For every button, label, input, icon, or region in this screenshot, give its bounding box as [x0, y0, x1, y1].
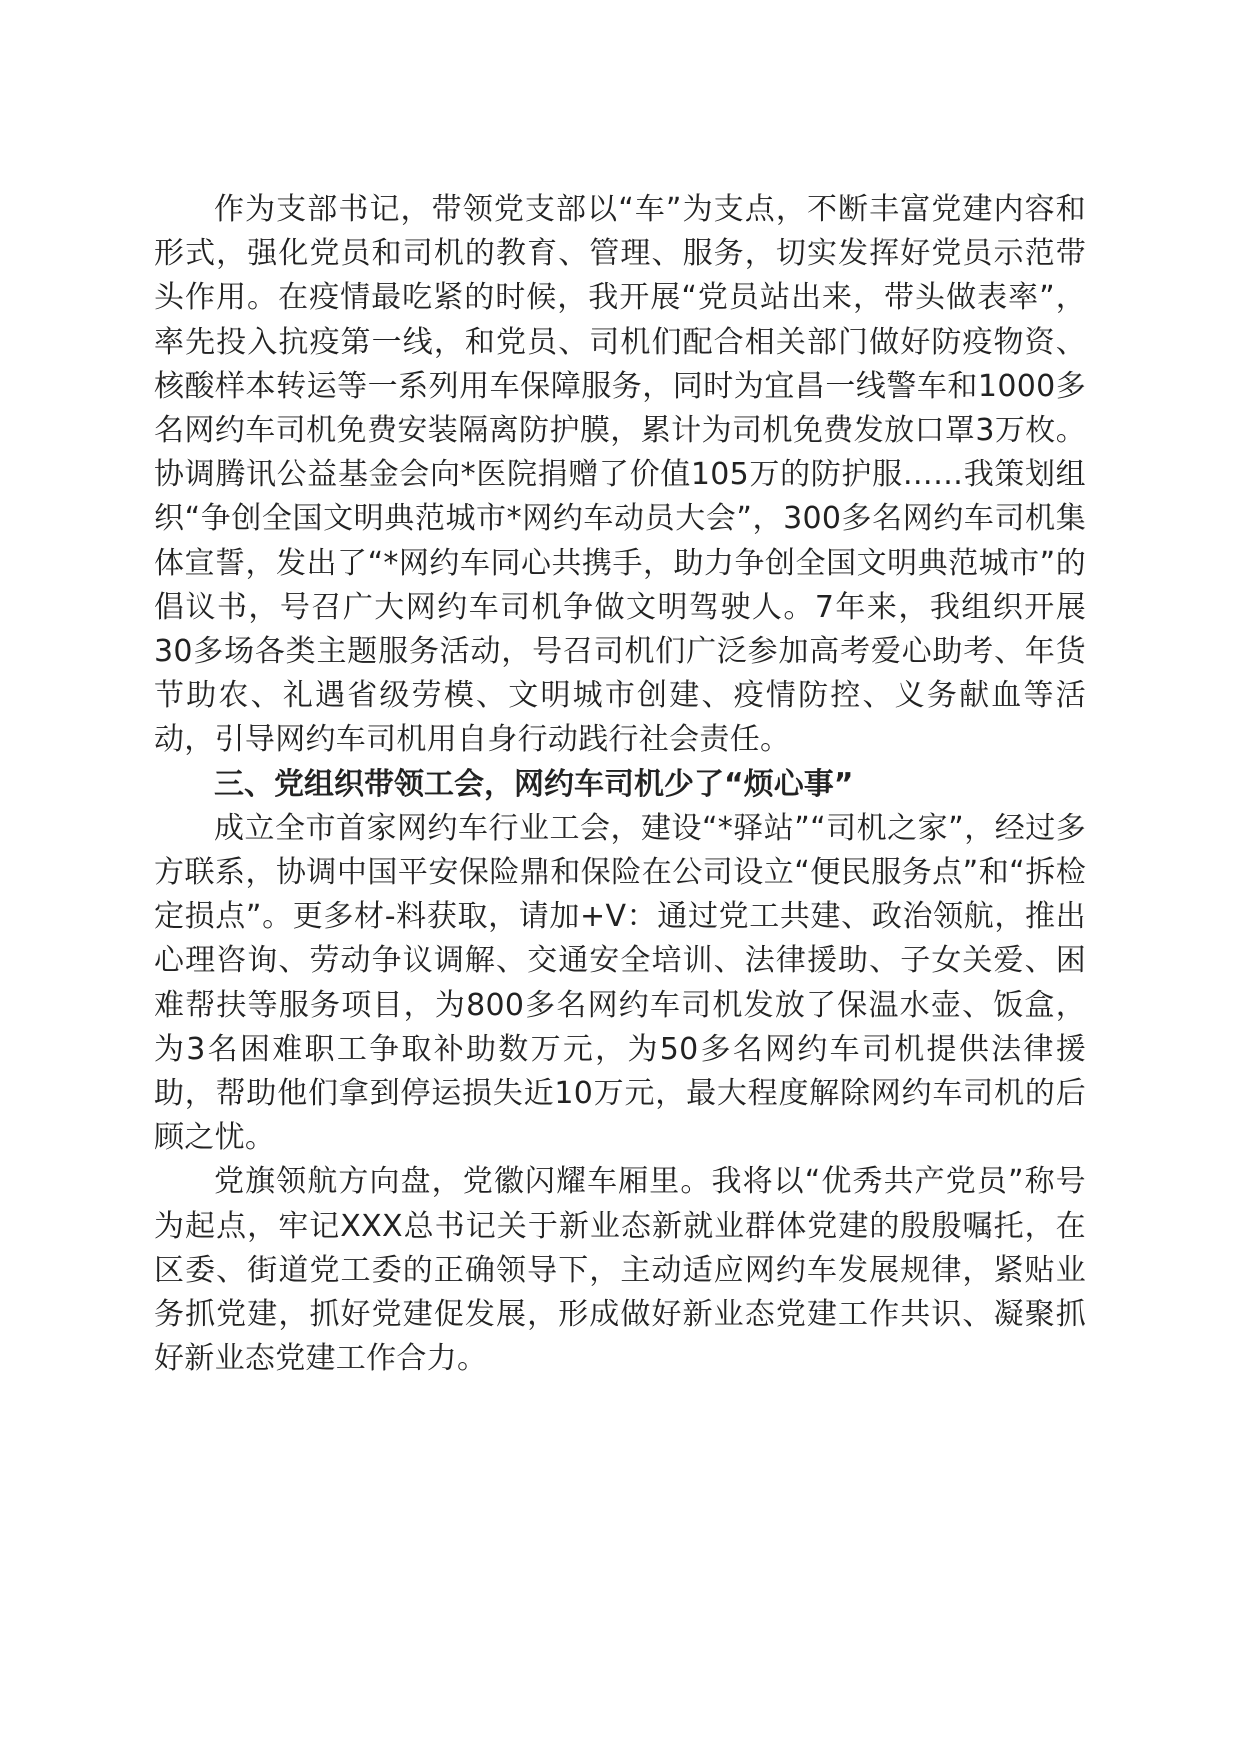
section-heading-trade-union: 三、党组织带领工会，网约车司机少了“烦心事”: [214, 766, 854, 802]
paragraph-party-branch-work: 作为支部书记，带领党支部以“车”为支点，不断丰富党建内容和形式，强化党员和司机的教育、管理、服务，切实发挥好党员示范带头作用。在疫情最吃紧的时候，我开展“党员站出来，带头做表率”，率先投入抗疫第一线，和党员、司机们配合相关部门做好防疫物资、核酸样本转运等一系列用车保障服务，同时为宜昌一线警车和1000多名网约车司机免费安装隔离防护膜，累计为司机免费发放口罩3万枚。协调腾讯公益基金会向*医院捐赠了价值105万的防护服……我策划组织“争创全国文明典范城市*网约车动员大会”，300多名网约车司机集体宣誓，发出了“*网约车同心共携手，助力争创全国文明典范城市”的倡议书，号召广大网约车司机争做文明驾驶人。7年来，我组织开展30多场各类主题服务活动，号召司机们广泛参加高考爱心助考、年货节助农、礼遇省级劳模、文明城市创建、疫情防控、义务献血等活动，引导网约车司机用自身行动践行社会责任。: [154, 192, 1086, 758]
paragraph-trade-union-services: 成立全市首家网约车行业工会，建设“*驿站”“司机之家”，经过多方联系，协调中国平安保险鼎和保险在公司设立“便民服务点”和“拆检定损点”。更多材-料获取，请加+V：通过党工共建、政治领航，推出心理咨询、劳动争议调解、交通安全培训、法律援助、子女关爱、困难帮扶等服务项目，为800多名网约车司机发放了保温水壶、饭盒，为3名困难职工争取补助数万元，为50多名网约车司机提供法律援助，帮助他们拿到停运损失近10万元，最大程度解除网约车司机的后顾之忧。: [154, 810, 1086, 1156]
document-body: [154, 188, 1086, 1381]
paragraph-conclusion: 党旗领航方向盘，党徽闪耀车厢里。我将以“优秀共产党员”称号为起点，牢记XXX总书记关于新业态新就业群体党建的殷殷嘱托，在区委、街道党工委的正确领导下，主动适应网约车发展规律，紧贴业务抓党建，抓好党建促发展，形成做好新业态党建工作共识、凝聚抓好新业态党建工作合力。: [154, 1164, 1086, 1377]
